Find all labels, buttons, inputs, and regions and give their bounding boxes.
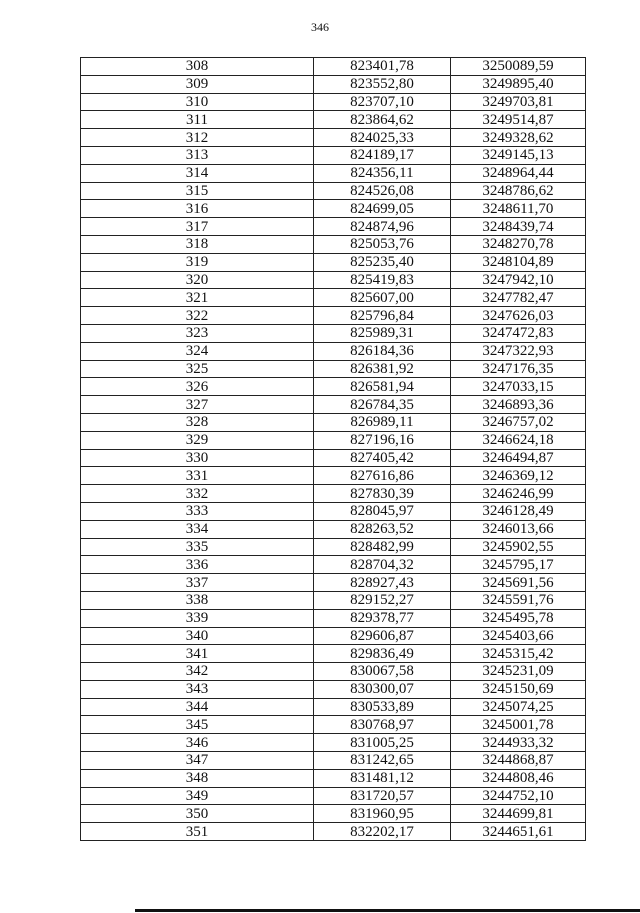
coordinates-table <box>80 57 586 841</box>
table-row <box>81 574 586 592</box>
y-coordinate-cell: 3246893,36 <box>451 396 586 414</box>
point-number-cell: 315 <box>81 182 314 200</box>
y-coordinate-cell: 3250089,59 <box>451 58 586 76</box>
x-coordinate-cell: 825053,76 <box>314 235 451 253</box>
y-coordinate-cell: 3249514,87 <box>451 111 586 129</box>
y-coordinate-cell: 3247942,10 <box>451 271 586 289</box>
table-row <box>81 253 586 271</box>
x-coordinate-cell: 827830,39 <box>314 485 451 503</box>
x-coordinate-cell: 831005,25 <box>314 734 451 752</box>
point-number-cell: 337 <box>81 574 314 592</box>
y-coordinate-cell: 3247176,35 <box>451 360 586 378</box>
y-coordinate-cell: 3248270,78 <box>451 235 586 253</box>
table-row <box>81 164 586 182</box>
x-coordinate-cell: 830533,89 <box>314 698 451 716</box>
y-coordinate-cell: 3248786,62 <box>451 182 586 200</box>
table-row <box>81 307 586 325</box>
table-row <box>81 556 586 574</box>
page-number: 346 <box>311 20 329 34</box>
point-number-cell: 348 <box>81 769 314 787</box>
y-coordinate-cell: 3246246,99 <box>451 485 586 503</box>
y-coordinate-cell: 3245074,25 <box>451 698 586 716</box>
point-number-cell: 316 <box>81 200 314 218</box>
point-number-cell: 341 <box>81 645 314 663</box>
table-row <box>81 787 586 805</box>
x-coordinate-cell: 832202,17 <box>314 823 451 841</box>
table-row <box>81 58 586 76</box>
y-coordinate-cell: 3248611,70 <box>451 200 586 218</box>
x-coordinate-cell: 828704,32 <box>314 556 451 574</box>
table-row <box>81 734 586 752</box>
table-row <box>81 289 586 307</box>
y-coordinate-cell: 3248439,74 <box>451 218 586 236</box>
x-coordinate-cell: 827196,16 <box>314 431 451 449</box>
x-coordinate-cell: 825607,00 <box>314 289 451 307</box>
y-coordinate-cell: 3247322,93 <box>451 342 586 360</box>
point-number-cell: 345 <box>81 716 314 734</box>
x-coordinate-cell: 825989,31 <box>314 324 451 342</box>
table-row <box>81 609 586 627</box>
x-coordinate-cell: 826381,92 <box>314 360 451 378</box>
table-row <box>81 663 586 681</box>
coordinates-table-body <box>81 58 586 841</box>
point-number-cell: 350 <box>81 805 314 823</box>
x-coordinate-cell: 831242,65 <box>314 752 451 770</box>
y-coordinate-cell: 3245150,69 <box>451 680 586 698</box>
y-coordinate-cell: 3245001,78 <box>451 716 586 734</box>
table-row <box>81 413 586 431</box>
x-coordinate-cell: 826184,36 <box>314 342 451 360</box>
y-coordinate-cell: 3246128,49 <box>451 502 586 520</box>
table-row <box>81 324 586 342</box>
y-coordinate-cell: 3244699,81 <box>451 805 586 823</box>
y-coordinate-cell: 3249328,62 <box>451 129 586 147</box>
point-number-cell: 327 <box>81 396 314 414</box>
point-number-cell: 324 <box>81 342 314 360</box>
x-coordinate-cell: 828263,52 <box>314 520 451 538</box>
y-coordinate-cell: 3245795,17 <box>451 556 586 574</box>
point-number-cell: 312 <box>81 129 314 147</box>
point-number-cell: 320 <box>81 271 314 289</box>
table-row <box>81 698 586 716</box>
x-coordinate-cell: 827616,86 <box>314 467 451 485</box>
point-number-cell: 343 <box>81 680 314 698</box>
point-number-cell: 342 <box>81 663 314 681</box>
x-coordinate-cell: 829152,27 <box>314 591 451 609</box>
point-number-cell: 349 <box>81 787 314 805</box>
y-coordinate-cell: 3249895,40 <box>451 75 586 93</box>
point-number-cell: 311 <box>81 111 314 129</box>
x-coordinate-cell: 824874,96 <box>314 218 451 236</box>
point-number-cell: 321 <box>81 289 314 307</box>
point-number-cell: 331 <box>81 467 314 485</box>
table-row <box>81 823 586 841</box>
scan-edge-line <box>135 909 640 912</box>
x-coordinate-cell: 829606,87 <box>314 627 451 645</box>
point-number-cell: 335 <box>81 538 314 556</box>
x-coordinate-cell: 831720,57 <box>314 787 451 805</box>
table-row <box>81 235 586 253</box>
point-number-cell: 313 <box>81 146 314 164</box>
table-row <box>81 111 586 129</box>
x-coordinate-cell: 831481,12 <box>314 769 451 787</box>
x-coordinate-cell: 827405,42 <box>314 449 451 467</box>
x-coordinate-cell: 823864,62 <box>314 111 451 129</box>
table-row <box>81 129 586 147</box>
x-coordinate-cell: 828045,97 <box>314 502 451 520</box>
table-row <box>81 146 586 164</box>
table-row <box>81 200 586 218</box>
y-coordinate-cell: 3246757,02 <box>451 413 586 431</box>
table-row <box>81 520 586 538</box>
x-coordinate-cell: 824526,08 <box>314 182 451 200</box>
point-number-cell: 344 <box>81 698 314 716</box>
table-row <box>81 467 586 485</box>
x-coordinate-cell: 830768,97 <box>314 716 451 734</box>
point-number-cell: 325 <box>81 360 314 378</box>
point-number-cell: 330 <box>81 449 314 467</box>
y-coordinate-cell: 3244868,87 <box>451 752 586 770</box>
table-row <box>81 645 586 663</box>
table-row <box>81 591 586 609</box>
y-coordinate-cell: 3247033,15 <box>451 378 586 396</box>
point-number-cell: 338 <box>81 591 314 609</box>
x-coordinate-cell: 825796,84 <box>314 307 451 325</box>
table-row <box>81 769 586 787</box>
x-coordinate-cell: 823707,10 <box>314 93 451 111</box>
table-row <box>81 680 586 698</box>
table-row <box>81 627 586 645</box>
y-coordinate-cell: 3249145,13 <box>451 146 586 164</box>
table-row <box>81 752 586 770</box>
point-number-cell: 346 <box>81 734 314 752</box>
point-number-cell: 339 <box>81 609 314 627</box>
table-row <box>81 218 586 236</box>
point-number-cell: 332 <box>81 485 314 503</box>
point-number-cell: 347 <box>81 752 314 770</box>
table-row <box>81 182 586 200</box>
table-row <box>81 431 586 449</box>
y-coordinate-cell: 3248964,44 <box>451 164 586 182</box>
x-coordinate-cell: 824189,17 <box>314 146 451 164</box>
y-coordinate-cell: 3245315,42 <box>451 645 586 663</box>
y-coordinate-cell: 3244933,32 <box>451 734 586 752</box>
x-coordinate-cell: 831960,95 <box>314 805 451 823</box>
point-number-cell: 322 <box>81 307 314 325</box>
point-number-cell: 319 <box>81 253 314 271</box>
point-number-cell: 333 <box>81 502 314 520</box>
point-number-cell: 318 <box>81 235 314 253</box>
x-coordinate-cell: 829836,49 <box>314 645 451 663</box>
point-number-cell: 314 <box>81 164 314 182</box>
y-coordinate-cell: 3248104,89 <box>451 253 586 271</box>
table-row <box>81 93 586 111</box>
x-coordinate-cell: 823552,80 <box>314 75 451 93</box>
x-coordinate-cell: 824025,33 <box>314 129 451 147</box>
x-coordinate-cell: 823401,78 <box>314 58 451 76</box>
point-number-cell: 310 <box>81 93 314 111</box>
y-coordinate-cell: 3244752,10 <box>451 787 586 805</box>
table-row <box>81 502 586 520</box>
y-coordinate-cell: 3245902,55 <box>451 538 586 556</box>
x-coordinate-cell: 826581,94 <box>314 378 451 396</box>
y-coordinate-cell: 3244651,61 <box>451 823 586 841</box>
y-coordinate-cell: 3246494,87 <box>451 449 586 467</box>
y-coordinate-cell: 3245495,78 <box>451 609 586 627</box>
table-row <box>81 75 586 93</box>
table-row <box>81 342 586 360</box>
x-coordinate-cell: 829378,77 <box>314 609 451 627</box>
x-coordinate-cell: 824699,05 <box>314 200 451 218</box>
y-coordinate-cell: 3244808,46 <box>451 769 586 787</box>
table-row <box>81 449 586 467</box>
y-coordinate-cell: 3247626,03 <box>451 307 586 325</box>
y-coordinate-cell: 3245403,66 <box>451 627 586 645</box>
point-number-cell: 334 <box>81 520 314 538</box>
point-number-cell: 317 <box>81 218 314 236</box>
table-row <box>81 805 586 823</box>
x-coordinate-cell: 830300,07 <box>314 680 451 698</box>
y-coordinate-cell: 3247472,83 <box>451 324 586 342</box>
table-row <box>81 485 586 503</box>
table-row <box>81 271 586 289</box>
point-number-cell: 308 <box>81 58 314 76</box>
point-number-cell: 326 <box>81 378 314 396</box>
table-row <box>81 396 586 414</box>
x-coordinate-cell: 826784,35 <box>314 396 451 414</box>
y-coordinate-cell: 3246369,12 <box>451 467 586 485</box>
y-coordinate-cell: 3246013,66 <box>451 520 586 538</box>
x-coordinate-cell: 825235,40 <box>314 253 451 271</box>
y-coordinate-cell: 3246624,18 <box>451 431 586 449</box>
point-number-cell: 351 <box>81 823 314 841</box>
x-coordinate-cell: 828482,99 <box>314 538 451 556</box>
y-coordinate-cell: 3245691,56 <box>451 574 586 592</box>
table-row <box>81 716 586 734</box>
point-number-cell: 329 <box>81 431 314 449</box>
point-number-cell: 309 <box>81 75 314 93</box>
point-number-cell: 328 <box>81 413 314 431</box>
x-coordinate-cell: 825419,83 <box>314 271 451 289</box>
point-number-cell: 323 <box>81 324 314 342</box>
table-row <box>81 538 586 556</box>
point-number-cell: 340 <box>81 627 314 645</box>
x-coordinate-cell: 824356,11 <box>314 164 451 182</box>
x-coordinate-cell: 826989,11 <box>314 413 451 431</box>
y-coordinate-cell: 3245591,76 <box>451 591 586 609</box>
y-coordinate-cell: 3247782,47 <box>451 289 586 307</box>
x-coordinate-cell: 828927,43 <box>314 574 451 592</box>
y-coordinate-cell: 3249703,81 <box>451 93 586 111</box>
point-number-cell: 336 <box>81 556 314 574</box>
table-row <box>81 378 586 396</box>
y-coordinate-cell: 3245231,09 <box>451 663 586 681</box>
x-coordinate-cell: 830067,58 <box>314 663 451 681</box>
table-row <box>81 360 586 378</box>
